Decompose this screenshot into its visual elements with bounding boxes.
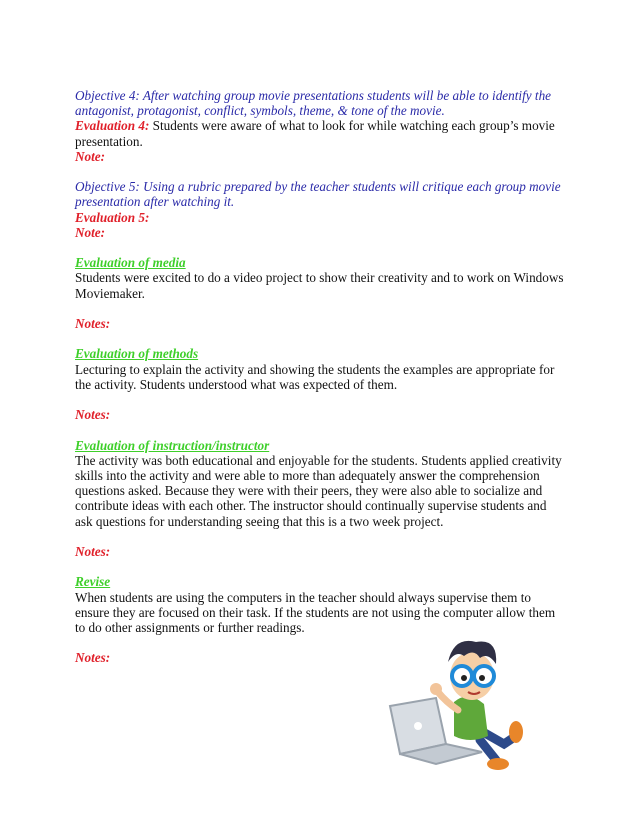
section-instructor	[75, 438, 565, 560]
section-body-media: Students were excited to do a video project to show their creativity and to work on Windows Moviemaker.	[75, 270, 564, 301]
objective-5-block	[75, 179, 565, 240]
evaluation-5-label: Evaluation 5:	[75, 209, 150, 225]
objective-4-note: Note:	[75, 148, 106, 164]
evaluation-4	[75, 118, 565, 148]
section-notes-media: Notes:	[75, 316, 111, 331]
section-heading-media: Evaluation of media	[75, 255, 186, 271]
section-body-instructor: The activity was both educational and enjoyable for the students. Students applied creativity skills into the activity and were able to more than adequately answer the comprehension questions asked. Because they were with their peers, they were also able to socialize and contribute ideas with each other. The instructor should continually supervise students and ask questions for understanding seeing that this is a two week project.	[75, 452, 562, 529]
kid-with-laptop-icon	[384, 632, 524, 772]
section-body-methods: Lecturing to explain the activity and showing the students the examples are appropriate for the activity. Students understood what was expected of them.	[75, 361, 555, 392]
document-page	[75, 88, 565, 666]
section-media	[75, 255, 565, 331]
evaluation-4-text: Students were aware of what to look for while watching each group’s movie presentation.	[75, 118, 555, 149]
objective-5-note: Note:	[75, 224, 106, 240]
section-notes-methods: Notes:	[75, 407, 111, 423]
section-heading-instructor: Evaluation of instruction/instructor	[75, 437, 270, 453]
section-heading-methods: Evaluation of methods	[75, 346, 199, 362]
section-notes-revise: Notes:	[75, 650, 111, 666]
section-notes-instructor: Notes:	[75, 543, 111, 559]
objective-4-text: Objective 4: After watching group movie presentations students will be able to identify the antagonist, protagonist, conflict, symbols, theme, & tone of the movie.	[75, 88, 552, 119]
section-body-revise: When students are using the computers in the teacher should always supervise them to ensure they are focused on their task. If the students are not using the computer allow them to do other assignments or further readings.	[75, 589, 556, 635]
objective-5-text: Objective 5: Using a rubric prepared by the teacher students will critique each group movie presentation after watching it.	[75, 179, 561, 210]
section-methods	[75, 346, 565, 422]
evaluation-4-label: Evaluation 4:	[75, 118, 150, 134]
section-heading-revise: Revise	[75, 574, 111, 590]
objective-4-block	[75, 88, 565, 164]
